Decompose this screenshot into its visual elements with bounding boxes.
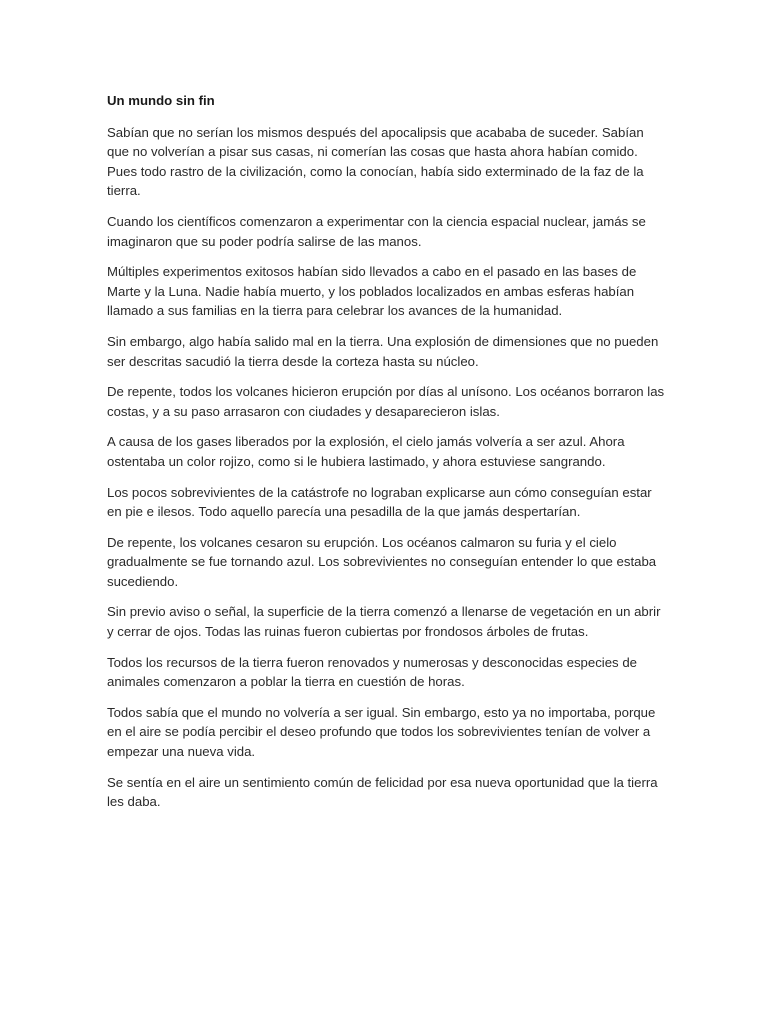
paragraph: Sin embargo, algo había salido mal en la tierra. Una explosión de dimensiones que no pueden ser descritas sacudió la tierra desde la corteza hasta su núcleo. <box>107 333 659 369</box>
paragraph: Todos los recursos de la tierra fueron renovados y numerosas y desconocidas especies de animales comenzaron a poblar la tierra en cuestión de horas. <box>107 654 637 690</box>
paragraph: Todos sabía que el mundo no volvería a ser igual. Sin embargo, esto ya no importaba, porque en el aire se podía percibir el deseo profundo que todos los sobrevivientes tenían de volver a empezar una nueva vida. <box>107 704 656 760</box>
paragraph: Múltiples experimentos exitosos habían sido llevados a cabo en el pasado en las bases de Marte y la Luna. Nadie había muerto, y los poblados localizados en ambas esferas habían llamado a sus familias en la tierra para celebrar los avances de la humanidad. <box>107 264 637 319</box>
paragraph: A causa de los gases liberados por la explosión, el cielo jamás volvería a ser azul. Ahora ostentaba un color rojizo, como si le hubiera lastimado, y ahora estuviese sangrando. <box>107 434 625 469</box>
paragraph: Sabían que no serían los mismos después del apocalipsis que acababa de suceder. Sabían que no volverían a pisar sus casas, ni comerían las cosas que hasta ahora habían comido. Pues todo rastro de la civilización, como la conocían, había sido exterminado de la faz de la tierra. <box>107 124 644 199</box>
paragraph: Los pocos sobrevivientes de la catástrofe no lograban explicarse aun cómo conseguían estar en pie e ilesos. Todo aquello parecía una pesadilla de la que jamás despertarían. <box>107 484 652 520</box>
paragraph: Se sentía en el aire un sentimiento común de felicidad por esa nueva oportunidad que la tierra les daba. <box>107 774 658 810</box>
paragraph: De repente, todos los volcanes hicieron erupción por días al unísono. Los océanos borraron las costas, y a su paso arrasaron con ciudades y desaparecieron islas. <box>107 384 665 419</box>
paragraph: De repente, los volcanes cesaron su erupción. Los océanos calmaron su furia y el cielo gradualmente se fue tornando azul. Los sobrevivientes no conseguían entender lo que estaba sucediendo. <box>107 534 657 589</box>
paragraph: Sin previo aviso o señal, la superficie de la tierra comenzó a llenarse de vegetación en un abrir y cerrar de ojos. Todas las ruinas fueron cubiertas por frondosos árboles de frutas. <box>107 604 661 640</box>
document-body <box>107 91 667 823</box>
paragraph: Cuando los científicos comenzaron a experimentar con la ciencia espacial nuclear, jamás se imaginaron que su poder podría salirse de las manos. <box>107 213 646 249</box>
document-title: Un mundo sin fin <box>107 93 215 108</box>
